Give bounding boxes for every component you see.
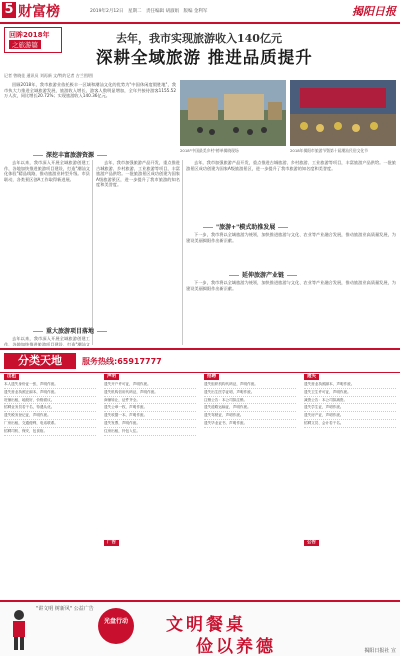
subhead-resources: 深挖丰富旅游资源 [30, 150, 110, 159]
ad-slogan-2: 俭以养德 [196, 637, 276, 656]
kicker: 去年，我市实现旅游收入140亿元 [116, 32, 282, 45]
projects-text: 去年以来，我市深入开展全域旅游创建工作，各地加快推进旅游项目建设，打造"潮汕文 [4, 336, 90, 346]
photo1-caption: 2018"中国最美乡村"榜单揭晓现场 [180, 148, 239, 153]
tag-rent: 出租 [4, 374, 19, 380]
tag-notice: 声明 [104, 374, 119, 380]
tag-announce: 公告 [304, 540, 319, 546]
photo2-caption: 2018年揭阳市旅游节暨第十届潮汕民俗文化节 [290, 148, 369, 153]
tourism-plus-text: 下一步，我市将以全域旅游为统领，加快推进旅游与文化、农业等产业融合发展，推动旅游业高质量发展，为建设美丽揭阳作出新贡献。 [186, 232, 396, 243]
clean-plate-seal: 光盘行动 [98, 608, 134, 644]
badge-line1: 回眸2018年 [9, 31, 50, 39]
ad-footer: 揭阳日报社 宣 [364, 648, 396, 654]
figure-illustration [6, 608, 32, 652]
tag-ad: 广告 [104, 540, 119, 546]
photo-village-event [180, 80, 286, 146]
classifieds-col4: 遗失营业执照副本，声明作废。 遗失卫生许可证，声明作废。 减资公告：本公司拟减资。 遗失学生证，声明作废。 遗失房产证，声明作废。 招聘文员、会计若干名。 [304, 382, 396, 596]
subhead-projects: 重大旅游项目落地 [30, 326, 110, 335]
year-review-badge [4, 27, 62, 53]
classifieds-col2: 遗失开户许可证，声明作废。 遗失机构信用代码证，声明作废。 商铺转让，证件齐全。 遗失公章一枚，声明作废。 遗失收据一本，声明作废。 遗失发票，声明作废。 住房出租，拎包入住。 [104, 382, 196, 596]
lead-intro: 回顾2018年，我市旅游业依托极丰一区域和潮汕文化的优势为"中国休闲度假胜地"，我市执大力推进全域旅游发展，旅游收入增长，游客人数明显增加，全年共接待游客1155.52万人次，同比增长20.72%；实现旅游收入140.36亿元。 [4, 82, 176, 99]
classifieds-col3: 遗失组织机构代码证，声明作废。 遗失出生医学证明，声明作废。 注销公告：本公司拟注销。 遗失道路运输证，声明作废。 遗失驾驶证，声明作废。 遗失毕业证书，声明作废。 [204, 382, 296, 596]
tag-recruit: 招聘 [204, 374, 219, 380]
industry-chain-text: 下一步，我市将以全域旅游为统领，加快推进旅游与文化、农业等产业融合发展，推动旅游业高质量发展，为建设美丽揭阳作出新贡献。 [186, 280, 396, 291]
page-header [0, 0, 400, 24]
header-meta: 2019年2月12日 星期二 责任编辑 胡淑娟 版编 金利军 [90, 9, 208, 14]
classifieds-hotline: 服务热线:65917777 [82, 357, 162, 366]
column-divider [182, 160, 183, 345]
left-column-text: 去年以来，我市深入开展全域旅游创建工作，各地加快推进旅游项目建设，打造"潮汕文化体验"精品线路，推动旅游业转型升级。市县联动，各类景区创A工作取得新进展。 [4, 160, 90, 182]
classifieds-header [0, 348, 400, 373]
tag-lost: 遗失 [304, 374, 319, 380]
page-number: 5 [2, 2, 16, 18]
section-title: 财富榜 [18, 4, 60, 20]
public-service-ad [0, 600, 400, 656]
mid-column-text: 去年，我市加强旅游产品开发，重点推进古城旅游、乡村旅游、工业旅游等项目，丰富旅游产品供给。一批旅游景区成功创建为国家A级旅游景区，进一步提升了我市旅游的知名度和美誉度。 [96, 160, 180, 188]
classifieds-title: 分类天地 [4, 353, 76, 369]
column-divider [92, 160, 93, 345]
photo-festival [290, 80, 396, 146]
byline: 记者 曾晓佳 通讯员 刘再新 文/特约记者 吉兰图/图 [4, 73, 94, 78]
right-column-text: 去年，我市加强旅游产品开发，重点推进古城旅游、乡村旅游、工业旅游等项目，丰富旅游产品供给。一批旅游景区成功创建为国家A级旅游景区，进一步提升了我市旅游的知名度和美誉度。 [186, 160, 396, 171]
subhead-tourism-plus: "旅游+"模式助推发展 [200, 222, 291, 231]
headline: 深耕全域旅游 推进品质提升 [96, 48, 313, 67]
ad-label: "讲文明 树新风" 公益广告 [36, 606, 94, 612]
subhead-industry-chain: 延伸旅游产业链 [226, 270, 300, 279]
badge-line2: 之旅游篇 [9, 40, 41, 49]
masthead-logo: 揭阳日报 [352, 5, 396, 18]
ad-slogan-1: 文明餐桌 [166, 615, 246, 635]
classifieds-col1: 本人遗失身份证一张，声明作废。 遗失营业执照正副本，声明作废。 旺铺出租，地段好，价格面议。 招聘业务员若干名，待遇从优。 遗失税务登记证，声明作废。 厂房出租，交通便利，电话联系。 招聘司机、保安，包食宿。 [4, 382, 96, 596]
